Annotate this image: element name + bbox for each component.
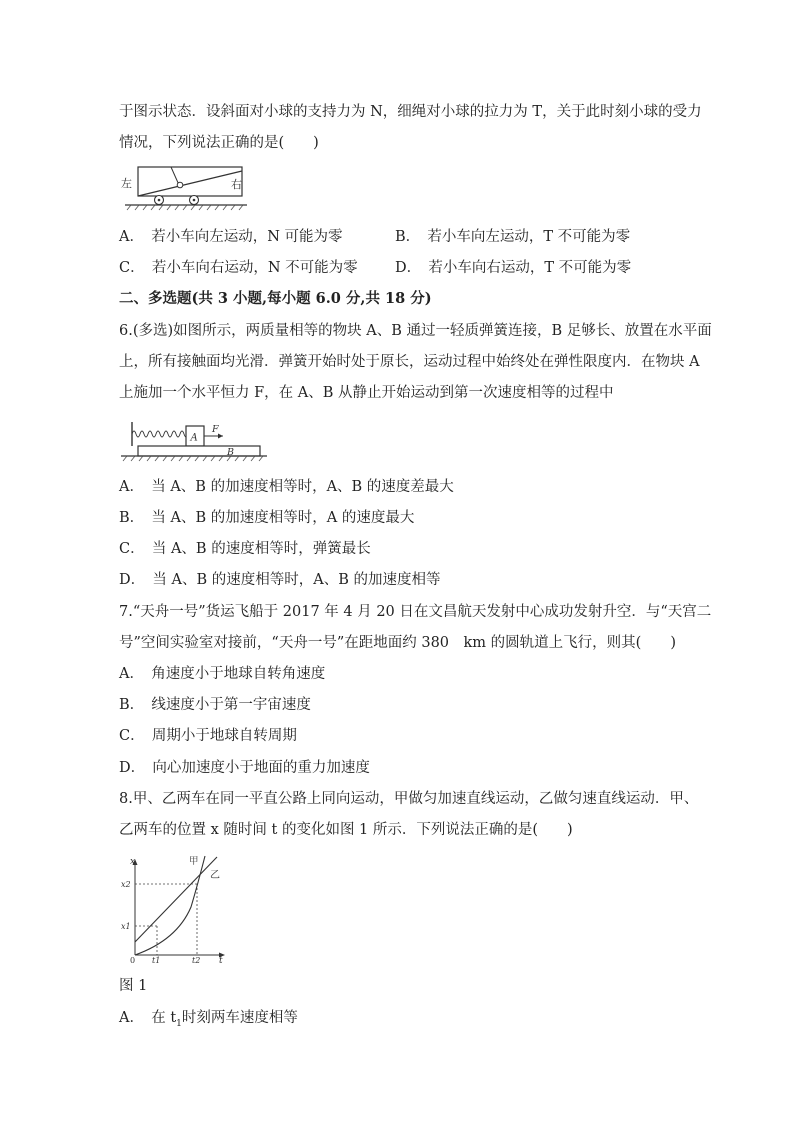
force-f-label: F bbox=[212, 424, 219, 435]
q7-option-d: D． 向心加速度小于地面的重力加速度 bbox=[119, 760, 370, 776]
q7-option-c: C． 周期小于地球自转周期 bbox=[119, 728, 297, 744]
q5-option-b: B． 若小车向左运动，T 不可能为零 bbox=[395, 229, 631, 245]
q6-stem-line2: 上，所有接触面均光滑．弹簧开始时处于原长，运动过程中始终处在弹性限度内．在物块 A bbox=[119, 354, 700, 370]
q5-stem-line2: 情况，下列说法正确的是( ) bbox=[119, 135, 319, 151]
car-yi-label: 乙 bbox=[210, 870, 220, 881]
q8-option-a-subscript: 1 bbox=[176, 1018, 182, 1029]
t1-label: t1 bbox=[152, 956, 161, 964]
q7-option-a: A． 角速度小于地球自转角速度 bbox=[119, 666, 326, 682]
x2-label: x2 bbox=[121, 880, 131, 889]
q5-option-a: A． 若小车向左运动，N 可能为零 bbox=[119, 229, 343, 245]
q7-stem-line2: 号”空间实验室对接前，“天舟一号”在距地面约 380 km 的圆轨道上飞行，则其( ) bbox=[119, 635, 676, 651]
q7-option-b: B． 线速度小于第一宇宙速度 bbox=[119, 697, 311, 713]
q8-figure-caption: 图 1 bbox=[119, 978, 148, 994]
origin-label: 0 bbox=[130, 956, 136, 964]
q6-option-d: D． 当 A、B 的速度相等时，A、B 的加速度相等 bbox=[119, 572, 441, 588]
q6-option-a: A． 当 A、B 的加速度相等时，A、B 的速度差最大 bbox=[119, 479, 454, 495]
q5-stem-line1: 于图示状态．设斜面对小球的支持力为 N，细绳对小球的拉力为 T，关于此时刻小球的受力 bbox=[119, 104, 702, 120]
q6-figure-spring-blocks bbox=[119, 416, 269, 468]
q5-option-c: C． 若小车向右运动，N 不可能为零 bbox=[119, 260, 358, 276]
cart-left-label: 左 bbox=[121, 177, 132, 190]
q6-stem-line1: 6.(多选)如图所示，两质量相等的物块 A、B 通过一轻质弹簧连接，B 足够长、放置在水平面 bbox=[119, 323, 712, 339]
q8-figure-xt-graph bbox=[119, 852, 229, 968]
x1-label: x1 bbox=[121, 922, 131, 931]
plank-b-label: B bbox=[227, 447, 234, 458]
q6-stem-line3: 上施加一个水平恒力 F，在 A、B 从静止开始运动到第一次速度相等的过程中 bbox=[119, 385, 614, 401]
q8-option-a bbox=[119, 1008, 298, 1034]
q8-stem-line1: 8.甲、乙两车在同一平直公路上同向运动，甲做匀加速直线运动，乙做匀速直线运动．甲、 bbox=[119, 791, 699, 807]
q8-option-a-suffix: 时刻两车速度相等 bbox=[181, 1010, 298, 1026]
cart-right-label: 右 bbox=[231, 178, 242, 191]
t-axis-symbol: t bbox=[219, 956, 223, 964]
q5-option-d: D． 若小车向右运动，T 不可能为零 bbox=[395, 260, 632, 276]
block-a-label: A bbox=[190, 432, 198, 444]
q8-option-a-prefix: A． 在 t bbox=[119, 1010, 177, 1026]
car-jia-label: 甲 bbox=[189, 856, 199, 867]
x-axis-symbol: x bbox=[130, 857, 136, 867]
q6-option-b: B． 当 A、B 的加速度相等时，A 的速度最大 bbox=[119, 510, 415, 526]
section-heading-multi-choice: 二、多选题(共 3 小题,每小题 6.0 分,共 18 分) bbox=[119, 290, 432, 307]
t2-label: t2 bbox=[192, 956, 201, 964]
q7-stem-line1: 7.“天舟一号”货运飞船于 2017 年 4 月 20 日在文昌航天发射中心成功发射升空．与“天宫二 bbox=[119, 604, 712, 620]
q6-option-c: C． 当 A、B 的速度相等时，弹簧最长 bbox=[119, 541, 371, 557]
q5-figure-cart bbox=[119, 163, 249, 217]
q8-stem-line2: 乙两车的位置 x 随时间 t 的变化如图 1 所示．下列说法正确的是( ) bbox=[119, 822, 573, 838]
